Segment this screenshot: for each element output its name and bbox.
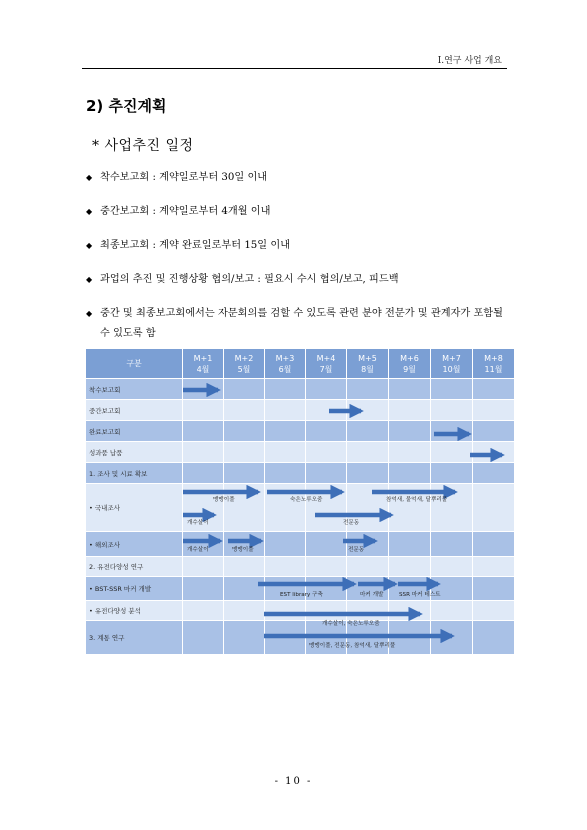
schedule-row <box>86 400 515 421</box>
row-label: • 유전다양성 분석 <box>86 601 183 621</box>
row-label: 중간보고회 <box>86 400 183 421</box>
arrow-label: 마커 개발 <box>360 592 384 598</box>
arrow-label: SSR 마커 테스트 <box>399 592 441 598</box>
month-header: M+3 6월 <box>265 349 306 379</box>
row-label: 완료보고회 <box>86 421 183 442</box>
subsection-title: * 사업추진 일정 <box>92 138 194 154</box>
arrow-label: 개수살이, 숙은노루오줌 <box>322 621 380 627</box>
schedule-row <box>86 621 515 655</box>
month-header: M+6 9월 <box>389 349 431 379</box>
arrow-label: 맹맹이풀 <box>213 497 235 503</box>
arrow-label: EST library 구축 <box>280 592 323 598</box>
schedule-row <box>86 442 515 463</box>
diamond-bullet-icon: ◆ <box>86 173 93 182</box>
schedule-header-row <box>86 349 515 379</box>
schedule-row <box>86 577 515 601</box>
diamond-bullet-icon: ◆ <box>86 241 93 250</box>
bullet-item: ◆ 최종보고회 : 계약 완료일로부터 15일 이내 <box>86 236 506 256</box>
section-title: 2) 추진계획 <box>86 97 167 115</box>
row-label: • 해외조사 <box>86 532 183 557</box>
row-label: 2. 유전다양성 연구 <box>86 557 183 577</box>
month-header: M+4 7월 <box>306 349 347 379</box>
row-label: • 국내조사 <box>86 484 183 532</box>
schedule-row <box>86 379 515 400</box>
row-label: • BST-SSR 마커 개발 <box>86 577 183 601</box>
schedule-row <box>86 421 515 442</box>
arrow-label: 전문동 <box>348 547 365 553</box>
schedule-row <box>86 463 515 484</box>
schedule-row <box>86 484 515 532</box>
month-header: M+5 8월 <box>347 349 389 379</box>
diamond-bullet-icon: ◆ <box>86 275 93 284</box>
running-header: Ⅰ.연구 사업 개요 <box>437 56 502 66</box>
row-label: 1. 조사 및 시료 확보 <box>86 463 183 484</box>
bullet-item: ◆ 착수보고회 : 계약일로부터 30일 이내 <box>86 168 506 188</box>
arrow-label: 맹맹이풀 <box>232 547 254 553</box>
corner-header: 구분 <box>86 349 183 379</box>
bullet-item: ◆ 중간보고회 : 계약일로부터 4개월 이내 <box>86 202 506 222</box>
arrow-label: 참억새, 물억새, 달뿌리풀 <box>386 497 448 503</box>
bullet-item: ◆ 중간 및 최종보고회에서는 자문회의를 검할 수 있도록 관련 분야 전문가 및 관계자가 포함될 수 있도록 함 <box>86 304 506 344</box>
row-label: 착수보고회 <box>86 379 183 400</box>
arrow-label: 개수살이 <box>187 547 209 553</box>
month-header: M+8 11월 <box>473 349 515 379</box>
page-number: - 10 - <box>274 776 313 787</box>
arrow-label: 숙은노루오줌 <box>290 497 323 503</box>
schedule-row <box>86 557 515 577</box>
diamond-bullet-icon: ◆ <box>86 309 93 318</box>
schedule-row <box>86 601 515 621</box>
month-header: M+2 5월 <box>224 349 265 379</box>
bullet-item: ◆ 과업의 추진 및 진행상황 협의/보고 : 필요시 수시 협의/보고, 피드백 <box>86 270 506 290</box>
header-rule <box>82 68 507 69</box>
row-label: 성과품 납품 <box>86 442 183 463</box>
arrow-label: 전문동 <box>343 520 360 526</box>
schedule-row <box>86 532 515 557</box>
month-header: M+1 4월 <box>183 349 224 379</box>
month-header: M+7 10월 <box>431 349 473 379</box>
arrow-label: 맹맹이풀, 전문동, 참억새, 달뿌리풀 <box>309 643 396 649</box>
row-label: 3. 계통 연구 <box>86 621 183 655</box>
diamond-bullet-icon: ◆ <box>86 207 93 216</box>
bullet-list <box>86 168 506 358</box>
schedule-gantt-table <box>85 348 515 655</box>
arrow-label: 개수살이 <box>187 520 209 526</box>
